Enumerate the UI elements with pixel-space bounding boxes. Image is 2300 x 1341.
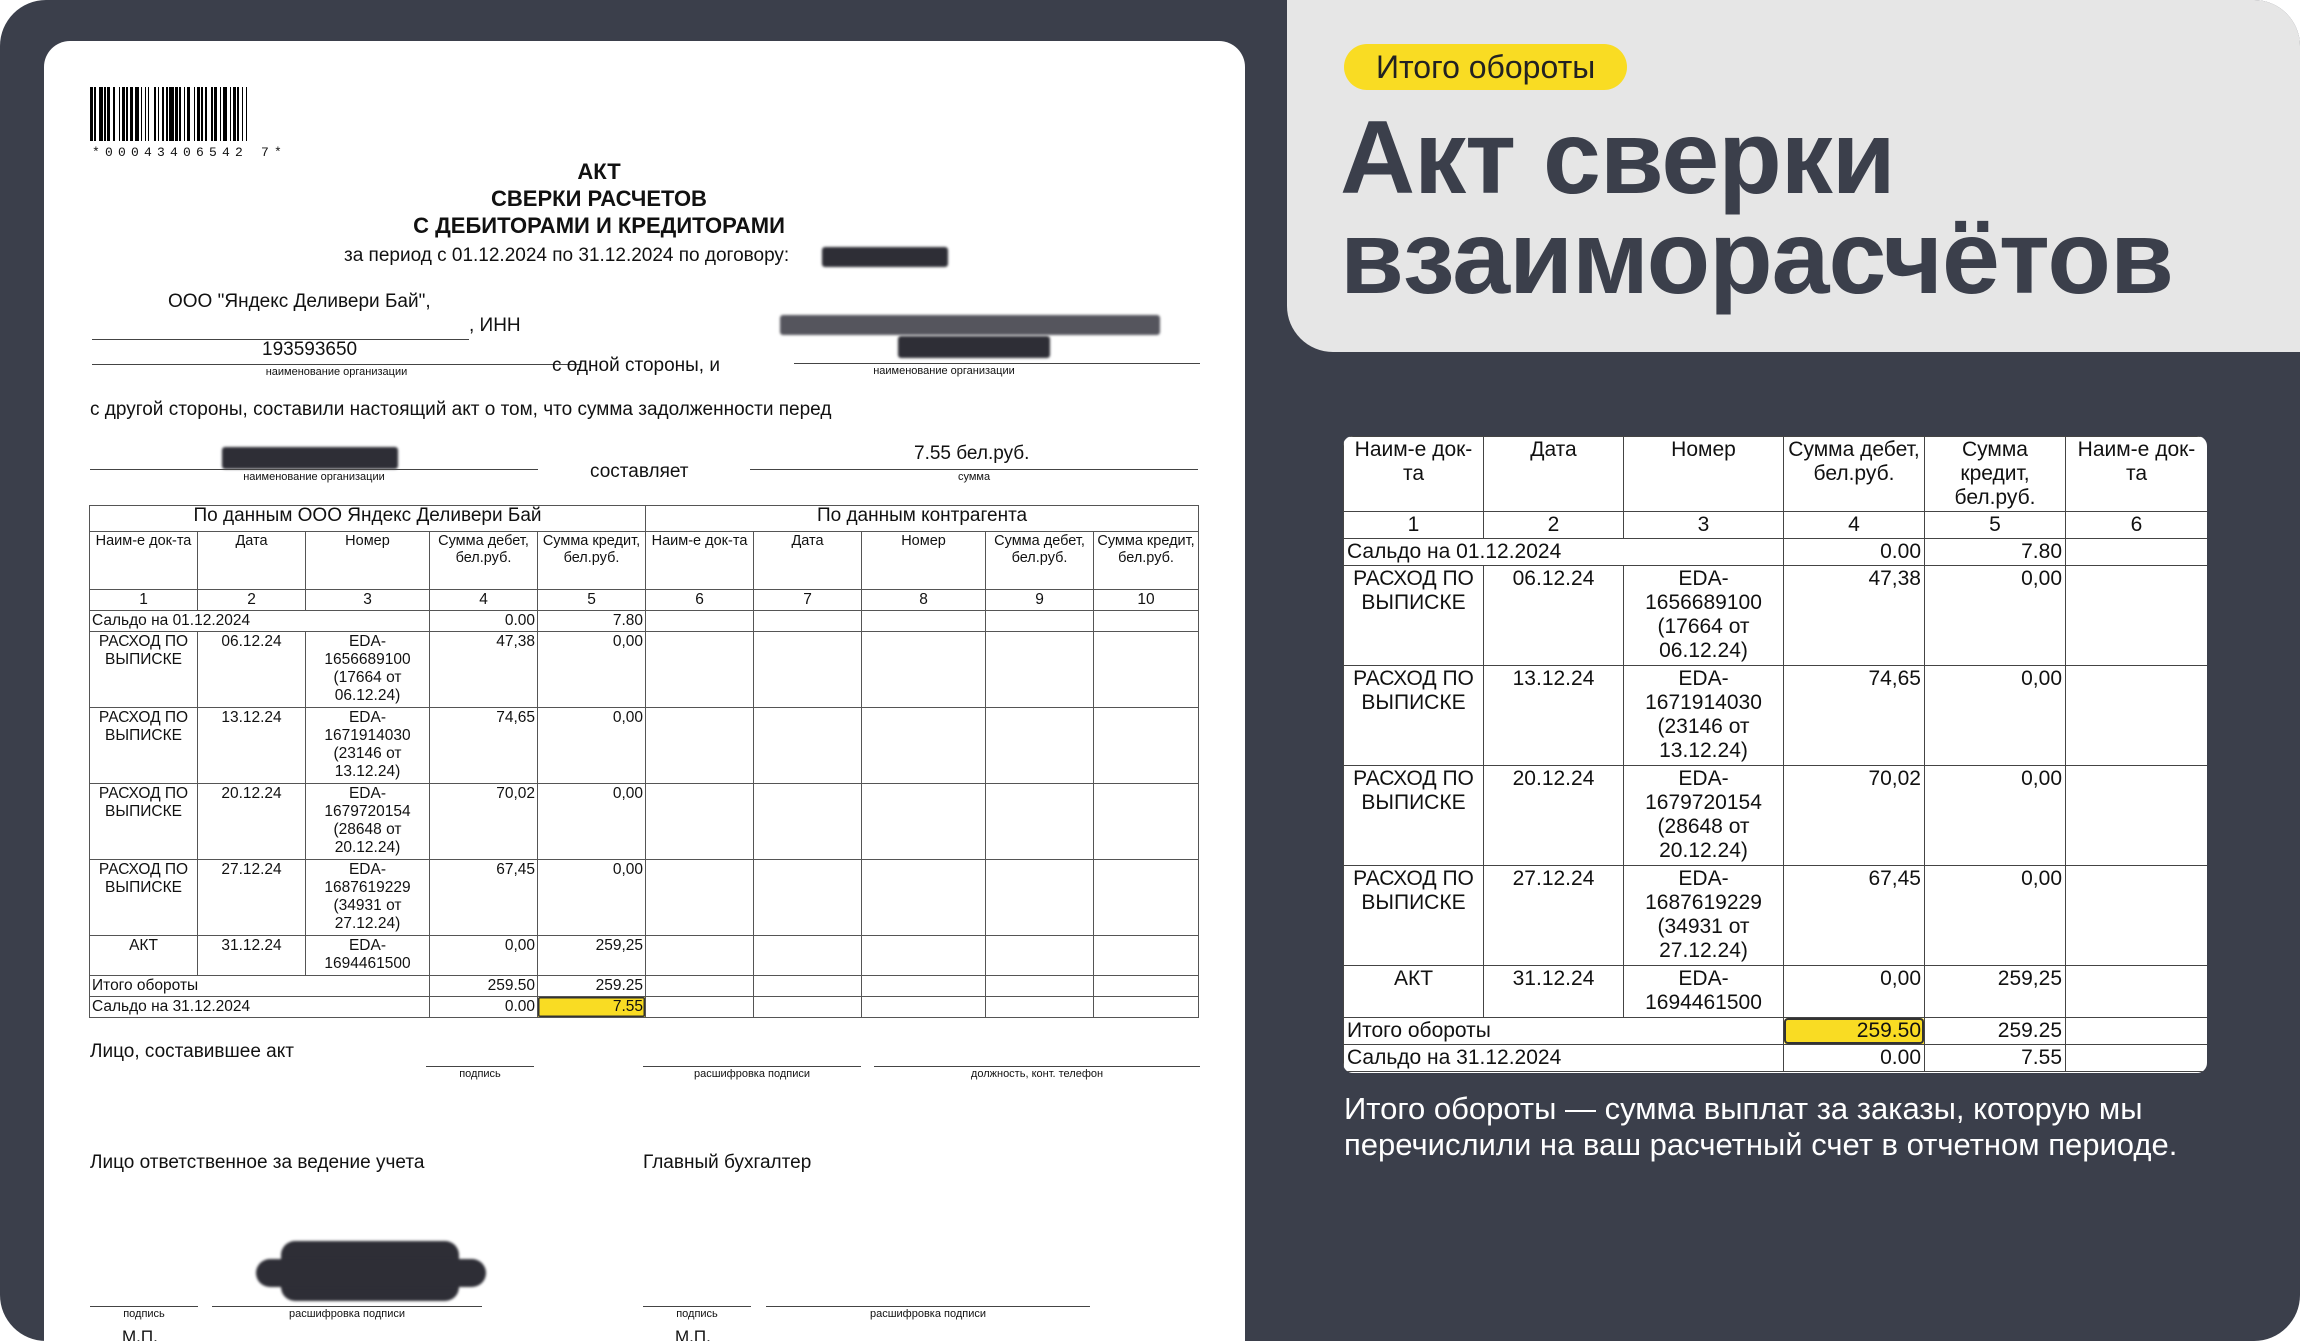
closing-debit: 0.00 — [430, 997, 538, 1018]
zoom-row-credit: 0,00 — [1925, 666, 2066, 766]
redacted-party2-inn — [898, 336, 1050, 358]
group-header-counterparty: По данным контрагента — [646, 506, 1199, 532]
inn-value: 193593650 — [262, 339, 358, 360]
opening-credit: 7.80 — [538, 611, 646, 632]
signature-caption: подпись — [459, 1068, 501, 1080]
zoom-closing-label: Сальдо на 31.12.2024 — [1344, 1045, 1784, 1072]
zoom-row-date: 06.12.24 — [1484, 566, 1624, 666]
empty-cell — [986, 936, 1094, 976]
zoom-column-header: Сумма дебет, бел.руб. — [1784, 437, 1925, 512]
turnover-label: Итого обороты — [90, 976, 430, 997]
row-date: 31.12.24 — [198, 936, 306, 976]
row-credit: 0,00 — [538, 708, 646, 784]
zoom-turnover-label: Итого обороты — [1344, 1018, 1784, 1045]
zoom-row-doc-name: АКТ — [1344, 966, 1484, 1018]
zoom-row-debit: 70,02 — [1784, 766, 1925, 866]
table-row — [90, 860, 1199, 936]
reconciliation-document — [44, 41, 1245, 1341]
closing-label: Сальдо на 31.12.2024 — [90, 997, 430, 1018]
zoom-table-row — [1344, 866, 2208, 966]
zoom-row-doc-name: РАСХОД ПО ВЫПИСКЕ — [1344, 566, 1484, 666]
signature-decode-caption: расшифровка подписи — [693, 1068, 811, 1080]
row-credit: 0,00 — [538, 860, 646, 936]
zoom-column-number: 2 — [1484, 512, 1624, 539]
opening-label: Сальдо на 01.12.2024 — [90, 611, 430, 632]
empty-cell — [754, 784, 862, 860]
party1-name: ООО "Яндекс Деливери Бай", — [168, 291, 431, 312]
zoom-turnover-row — [1344, 1018, 2208, 1045]
table-row — [90, 784, 1199, 860]
empty-cell — [862, 784, 986, 860]
line — [643, 1066, 861, 1067]
zoom-row-number: EDA-1656689100 (17664 от 06.12.24) — [1624, 566, 1784, 666]
barcode — [90, 87, 318, 141]
zoom-opening-label: Сальдо на 01.12.2024 — [1344, 539, 1784, 566]
line — [92, 364, 581, 365]
line — [750, 469, 1198, 470]
signature-caption-3: подпись — [676, 1308, 718, 1320]
turnover-row — [90, 976, 1199, 997]
row-number: EDA-1656689100 (17664 от 06.12.24) — [306, 632, 430, 708]
title-line1: Акт сверки — [1340, 100, 1895, 216]
row-date: 13.12.24 — [198, 708, 306, 784]
zoomed-reconciliation-table — [1343, 436, 2207, 1072]
zoom-row-credit: 0,00 — [1925, 766, 2066, 866]
empty-cell — [1094, 632, 1199, 708]
opening-balance-row — [90, 611, 1199, 632]
row-debit: 70,02 — [430, 784, 538, 860]
line — [426, 1066, 534, 1067]
zoom-column-header: Наим-е док-та — [1344, 437, 1484, 512]
column-number: 2 — [198, 590, 306, 611]
column-header: Номер — [862, 532, 986, 590]
zoomed-table-card — [1343, 436, 2207, 1073]
barcode-number: *00043406542 7* — [92, 145, 288, 160]
line — [90, 1306, 198, 1307]
barcode-bar — [247, 87, 248, 141]
row-doc-name: РАСХОД ПО ВЫПИСКЕ — [90, 784, 198, 860]
org-caption-1: наименование организации — [265, 366, 408, 378]
column-number: 9 — [986, 590, 1094, 611]
period-line: за период с 01.12.2024 по 31.12.2024 по договору: — [344, 245, 790, 266]
line — [643, 1306, 751, 1307]
empty-cell — [1094, 784, 1199, 860]
row-doc-name: АКТ — [90, 936, 198, 976]
zoom-turnover-credit: 259.25 — [1925, 1018, 2066, 1045]
redacted-org — [222, 447, 398, 469]
amounts-to-text: составляет — [590, 461, 689, 482]
turnover-badge: Итого обороты — [1344, 44, 1627, 90]
turnover-credit: 259.25 — [538, 976, 646, 997]
row-doc-name: РАСХОД ПО ВЫПИСКЕ — [90, 632, 198, 708]
empty-cell — [646, 936, 754, 976]
row-number: EDA-1694461500 — [306, 936, 430, 976]
zoom-column-header: Сумма кредит, бел.руб. — [1925, 437, 2066, 512]
zoom-column-number: 5 — [1925, 512, 2066, 539]
empty-cell — [1094, 860, 1199, 936]
row-credit: 0,00 — [538, 784, 646, 860]
column-number: 4 — [430, 590, 538, 611]
zoom-empty-cell — [2066, 666, 2208, 766]
title-line2: взаиморасчётов — [1340, 200, 2173, 316]
org-caption-2: наименование организации — [873, 365, 1015, 377]
line — [212, 1306, 482, 1307]
group-header-yandex: По данным ООО Яндекс Деливери Бай — [90, 506, 646, 532]
zoom-table-row — [1344, 766, 2208, 866]
row-number: EDA-1671914030 (23146 от 13.12.24) — [306, 708, 430, 784]
column-header: Сумма дебет, бел.руб. — [986, 532, 1094, 590]
signature-decode-caption-3: расшифровка подписи — [869, 1308, 987, 1320]
zoom-closing-debit: 0.00 — [1784, 1045, 1925, 1072]
empty-cell — [646, 632, 754, 708]
column-number: 3 — [306, 590, 430, 611]
zoom-row-doc-name: РАСХОД ПО ВЫПИСКЕ — [1344, 666, 1484, 766]
zoom-row-date: 27.12.24 — [1484, 866, 1624, 966]
table-row — [90, 936, 1199, 976]
other-side-text: с другой стороны, составили настоящий акт о том, что сумма задолженности перед — [90, 399, 832, 420]
zoom-row-number: EDA-1687619229 (34931 от 27.12.24) — [1624, 866, 1784, 966]
opening-debit: 0.00 — [430, 611, 538, 632]
sum-caption: сумма — [957, 471, 991, 483]
zoom-opening-credit: 7.80 — [1925, 539, 2066, 566]
zoom-column-number: 3 — [1624, 512, 1784, 539]
line — [794, 363, 1200, 364]
stamp-label-1: М.П. — [122, 1327, 158, 1341]
doc-title-line1: АКТ — [577, 159, 621, 184]
zoom-table-row — [1344, 666, 2208, 766]
column-number: 10 — [1094, 590, 1199, 611]
line — [90, 469, 538, 470]
zoom-row-doc-name: РАСХОД ПО ВЫПИСКЕ — [1344, 866, 1484, 966]
column-number: 7 — [754, 590, 862, 611]
row-date: 20.12.24 — [198, 784, 306, 860]
zoom-row-debit: 74,65 — [1784, 666, 1925, 766]
empty-cell — [754, 632, 862, 708]
empty-cell — [1094, 708, 1199, 784]
inn-label: , ИНН — [469, 315, 521, 336]
column-number: 5 — [538, 590, 646, 611]
compiler-label: Лицо, составившее акт — [90, 1041, 294, 1062]
empty-cell — [862, 936, 986, 976]
column-number: 6 — [646, 590, 754, 611]
doc-title-line2: СВЕРКИ РАСЧЕТОВ — [491, 186, 707, 211]
table-row — [90, 708, 1199, 784]
redacted-party2-name — [780, 315, 1160, 335]
column-header: Наим-е док-та — [90, 532, 198, 590]
row-date: 06.12.24 — [198, 632, 306, 708]
zoom-table-row — [1344, 966, 2208, 1018]
signature-caption-2: подпись — [123, 1308, 165, 1320]
zoom-column-header: Номер — [1624, 437, 1784, 512]
zoom-empty-cell — [2066, 566, 2208, 666]
responsible-label: Лицо ответственное за ведение учета — [90, 1152, 425, 1173]
doc-title-line3: С ДЕБИТОРАМИ И КРЕДИТОРАМИ — [413, 213, 785, 238]
zoom-closing-row — [1344, 1045, 2208, 1072]
column-number: 8 — [862, 590, 986, 611]
signature-decode-caption-2: расшифровка подписи — [288, 1308, 406, 1320]
column-header: Дата — [198, 532, 306, 590]
empty-cell — [862, 708, 986, 784]
zoom-turnover-debit-highlighted: 259.50 — [1784, 1018, 1925, 1045]
zoom-empty-cell — [2066, 966, 2208, 1018]
closing-credit-highlighted: 7.55 — [538, 997, 646, 1018]
zoom-column-header: Дата — [1484, 437, 1624, 512]
row-date: 27.12.24 — [198, 860, 306, 936]
zoom-row-date: 31.12.24 — [1484, 966, 1624, 1018]
row-doc-name: РАСХОД ПО ВЫПИСКЕ — [90, 860, 198, 936]
row-credit: 0,00 — [538, 632, 646, 708]
row-debit: 67,45 — [430, 860, 538, 936]
turnover-debit: 259.50 — [430, 976, 538, 997]
zoom-row-number: EDA-1694461500 — [1624, 966, 1784, 1018]
redacted-contract — [822, 247, 948, 267]
zoom-empty-cell — [2066, 866, 2208, 966]
zoom-row-date: 20.12.24 — [1484, 766, 1624, 866]
row-number: EDA-1687619229 (34931 от 27.12.24) — [306, 860, 430, 936]
zoom-row-debit: 67,45 — [1784, 866, 1925, 966]
empty-cell — [646, 708, 754, 784]
explanation-caption: Итого обороты — сумма выплат за заказы, которую мы перечислили на ваш расчетный счет в отчетном периоде. — [1344, 1091, 2178, 1162]
zoom-row-credit: 259,25 — [1925, 966, 2066, 1018]
closing-balance-row — [90, 997, 1199, 1018]
zoom-row-credit: 0,00 — [1925, 566, 2066, 666]
row-debit: 0,00 — [430, 936, 538, 976]
zoom-row-credit: 0,00 — [1925, 866, 2066, 966]
column-header: Номер — [306, 532, 430, 590]
line — [766, 1306, 1090, 1307]
zoom-column-number: 4 — [1784, 512, 1925, 539]
column-header: Сумма кредит, бел.руб. — [1094, 532, 1199, 590]
empty-cell — [862, 860, 986, 936]
empty-cell — [986, 860, 1094, 936]
empty-cell — [754, 708, 862, 784]
empty-cell — [1094, 936, 1199, 976]
doc-reconciliation-table — [89, 505, 1199, 1018]
column-header: Сумма кредит, бел.руб. — [538, 532, 646, 590]
zoom-closing-credit: 7.55 — [1925, 1045, 2066, 1072]
row-debit: 74,65 — [430, 708, 538, 784]
one-side-text: с одной стороны, и — [552, 355, 720, 376]
org-caption-3: наименование организации — [243, 471, 385, 483]
chief-accountant-label: Главный бухгалтер — [643, 1152, 812, 1173]
row-doc-name: РАСХОД ПО ВЫПИСКЕ — [90, 708, 198, 784]
zoom-opening-row — [1344, 539, 2208, 566]
empty-cell — [754, 936, 862, 976]
zoom-row-doc-name: РАСХОД ПО ВЫПИСКЕ — [1344, 766, 1484, 866]
empty-cell — [646, 860, 754, 936]
column-header: Сумма дебет, бел.руб. — [430, 532, 538, 590]
line — [874, 1066, 1200, 1067]
debt-amount: 7.55 бел.руб. — [914, 443, 1030, 464]
zoom-opening-debit: 0.00 — [1784, 539, 1925, 566]
table-row — [90, 632, 1199, 708]
column-number: 1 — [90, 590, 198, 611]
zoom-row-date: 13.12.24 — [1484, 666, 1624, 766]
empty-cell — [986, 632, 1094, 708]
zoom-column-header: Наим-е док-та — [2066, 437, 2208, 512]
zoom-column-number: 1 — [1344, 512, 1484, 539]
zoom-column-number: 6 — [2066, 512, 2208, 539]
column-header: Дата — [754, 532, 862, 590]
column-header: Наим-е док-та — [646, 532, 754, 590]
empty-cell — [986, 708, 1094, 784]
empty-cell — [986, 784, 1094, 860]
row-debit: 47,38 — [430, 632, 538, 708]
empty-cell — [754, 860, 862, 936]
zoom-row-number: EDA-1679720154 (28648 от 20.12.24) — [1624, 766, 1784, 866]
empty-cell — [646, 784, 754, 860]
row-number: EDA-1679720154 (28648 от 20.12.24) — [306, 784, 430, 860]
empty-cell — [862, 632, 986, 708]
zoom-row-number: EDA-1671914030 (23146 от 13.12.24) — [1624, 666, 1784, 766]
position-caption: должность, конт. телефон — [970, 1068, 1104, 1080]
redacted-signature-2 — [256, 1259, 486, 1287]
zoom-table-row — [1344, 566, 2208, 666]
stamp-label-2: М.П. — [675, 1327, 711, 1341]
zoom-empty-cell — [2066, 766, 2208, 866]
row-credit: 259,25 — [538, 936, 646, 976]
zoom-row-debit: 0,00 — [1784, 966, 1925, 1018]
zoom-row-debit: 47,38 — [1784, 566, 1925, 666]
